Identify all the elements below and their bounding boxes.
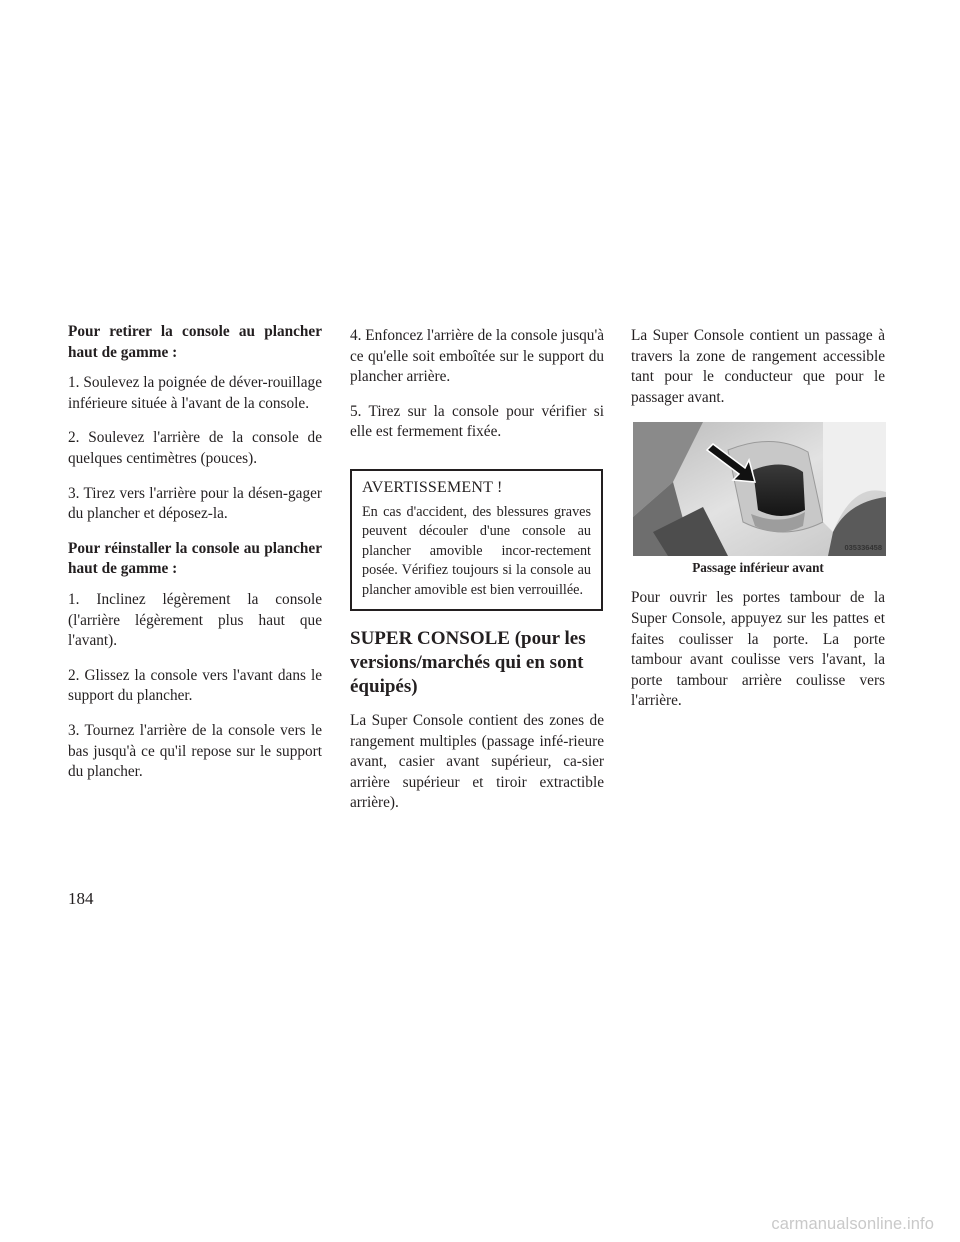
console-pass-through-photo bbox=[633, 422, 886, 556]
figure-caption: Passage inférieur avant bbox=[692, 560, 824, 576]
console-illustration bbox=[633, 422, 886, 556]
reinstall-heading: Pour réinstaller la console au plancher haut de gamme : bbox=[68, 539, 322, 578]
intro-text: La Super Console contient un passage à travers la zone de rangement accessible tant pour le conducteur que pour le passager avant. bbox=[631, 327, 885, 406]
column-3 bbox=[631, 326, 885, 726]
reinstall-step-3: 3. Tournez l'arrière de la console vers le bas jusqu'à ce qu'il repose sur le support du plancher. bbox=[68, 721, 322, 781]
remove-heading: Pour retirer la console au plancher haut de gamme : bbox=[68, 323, 322, 361]
remove-step-1: 1. Soulevez la poignée de déver-rouillage inférieure située à l'avant de la console. bbox=[68, 374, 322, 412]
warning-text: En cas d'accident, des blessures graves peuvent découler d'une console au plancher amovible incor-rectement posée. Vérifiez toujours si la console au plancher amovible est bien verrouillée. bbox=[362, 503, 591, 598]
remove-step-2: 2. Soulevez l'arrière de la console de quelques centimètres (pouces). bbox=[68, 429, 322, 467]
install-step-4: 4. Enfoncez l'arrière de la console jusqu'à ce qu'elle soit emboîtée sur le support du plancher arrière. bbox=[350, 327, 604, 386]
pass-through-opening bbox=[753, 465, 805, 517]
warning-title: AVERTISSEMENT ! bbox=[362, 478, 503, 496]
figure-id: 035336458 bbox=[844, 543, 882, 553]
remove-step-3: 3. Tirez vers l'arrière pour la désen-gager du plancher et déposez-la. bbox=[68, 484, 322, 523]
body-text: Pour ouvrir les portes tambour de la Super Console, appuyez sur les pattes et faites coulisser la porte. La porte tambour avant coulisse vers l'avant, la porte tambour arrière coulisse vers l'arrière. bbox=[631, 589, 885, 710]
section-title: SUPER CONSOLE (pour les versions/marchés qui en sont équipés) bbox=[350, 628, 586, 697]
page-number: 184 bbox=[68, 889, 94, 908]
column-2 bbox=[350, 326, 604, 828]
reinstall-step-2: 2. Glissez la console vers l'avant dans le support du plancher. bbox=[68, 666, 322, 705]
watermark: carmanualsonline.info bbox=[771, 1215, 934, 1233]
reinstall-step-1: 1. Inclinez légèrement la console (l'arrière légèrement plus haut que l'avant). bbox=[68, 590, 322, 650]
install-step-5: 5. Tirez sur la console pour vérifier si elle est fermement fixée. bbox=[350, 402, 604, 441]
warning-box bbox=[350, 469, 603, 611]
section-text: La Super Console contient des zones de rangement multiples (passage infé-rieure avant, casier avant supérieur, ca-sier arrière supérieur et tiroir extractible arrière). bbox=[350, 712, 604, 812]
column-1 bbox=[68, 322, 322, 797]
